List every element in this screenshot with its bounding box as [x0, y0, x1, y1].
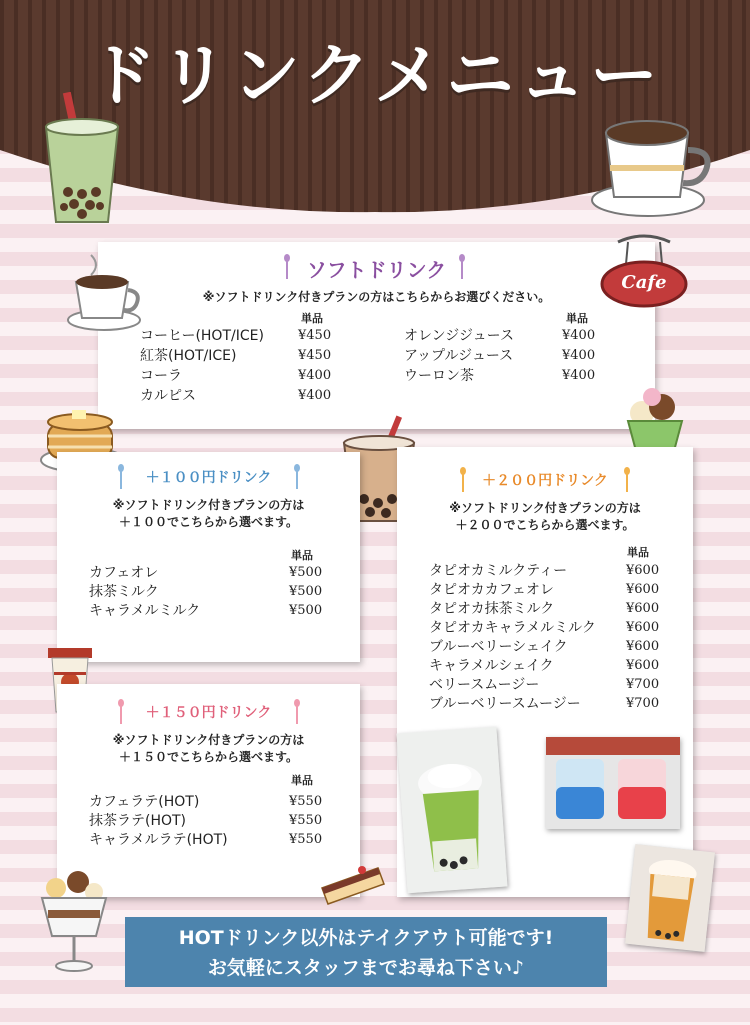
takeout-notice-banner: [125, 917, 607, 987]
plus100-note: ※ソフトドリンク付きプランの方は ＋１００でこちらから選べます。: [112, 498, 305, 529]
menu-item: 抹茶ラテ(HOT) ¥550: [89, 813, 323, 829]
menu-item: タピオカミルクティー ¥600: [429, 563, 660, 579]
unit-label: 単品: [566, 312, 588, 325]
menu-item: コーラ ¥400: [140, 368, 332, 384]
unit-label: 単品: [627, 546, 649, 559]
plus150-title: ＋１５０円ドリンク: [145, 705, 272, 721]
caramel-drink-photo: [625, 844, 715, 952]
soft-drink-title: ソフトドリンク: [306, 258, 447, 282]
soft-drink-note: ※ソフトドリンク付きプランの方はこちらからお選びください。: [202, 290, 551, 304]
menu-item: ベリースムージー ¥700: [429, 677, 660, 693]
menu-item: キャラメルシェイク ¥600: [429, 658, 660, 674]
banner-line-2: お気軽にスタッフまでお尋ね下さい♪: [207, 957, 525, 979]
coffee-icon: [66, 250, 144, 332]
menu-item: ブルーベリースムージー ¥700: [429, 696, 660, 712]
cake-icon: [318, 858, 388, 908]
menu-item: キャラメルミルク ¥500: [89, 603, 323, 619]
coffee-cup-icon: [588, 105, 718, 220]
soda-jars-photo: [546, 737, 680, 829]
banner-line-1: HOTドリンク以外はテイクアウト可能です!: [178, 927, 554, 949]
menu-item: タピオカ抹茶ミルク ¥600: [429, 601, 660, 617]
menu-item: カフェラテ(HOT) ¥550: [89, 794, 323, 810]
unit-label: 単品: [291, 549, 313, 562]
spoon-icon: [458, 254, 466, 280]
menu-item: 抹茶ミルク ¥500: [89, 584, 323, 600]
matcha-smoothie-photo: [397, 727, 508, 894]
menu-item: ウーロン茶 ¥400: [404, 368, 596, 384]
menu-item: 紅茶(HOT/ICE) ¥450: [140, 348, 332, 364]
spoon-icon: [293, 699, 301, 725]
menu-item: オレンジジュース ¥400: [404, 328, 596, 344]
plus100-title: ＋１００円ドリンク: [145, 470, 272, 486]
menu-item: タピオカカフェオレ ¥600: [429, 582, 660, 598]
menu-item: カルピス ¥400: [140, 388, 332, 404]
parfait-icon: [34, 870, 114, 975]
menu-item: カフェオレ ¥500: [89, 565, 323, 581]
unit-label: 単品: [291, 774, 313, 787]
plus100-card: [57, 452, 360, 662]
plus200-note: ※ソフトドリンク付きプランの方は ＋２００でこちらから選べます。: [449, 501, 641, 532]
menu-item: タピオカキャラメルミルク ¥600: [429, 620, 660, 636]
unit-label: 単品: [301, 312, 323, 325]
page-title: ドリンクメニュー: [88, 37, 662, 116]
soft-drink-card: [98, 242, 655, 429]
plus200-title: ＋２００円ドリンク: [482, 473, 608, 489]
spoon-icon: [293, 464, 301, 490]
menu-item: アップルジュース ¥400: [404, 348, 596, 364]
cafe-sign-text: Cafe: [621, 272, 667, 293]
menu-item: コーヒー(HOT/ICE) ¥450: [140, 328, 332, 344]
menu-item: キャラメルラテ(HOT) ¥550: [89, 832, 323, 848]
spoon-icon: [623, 467, 631, 493]
plus150-note: ※ソフトドリンク付きプランの方は ＋１５０でこちらから選べます。: [112, 733, 305, 764]
bubble-tea-icon: [38, 92, 128, 232]
menu-item: ブルーベリーシェイク ¥600: [429, 639, 660, 655]
plus150-card: [57, 684, 360, 897]
